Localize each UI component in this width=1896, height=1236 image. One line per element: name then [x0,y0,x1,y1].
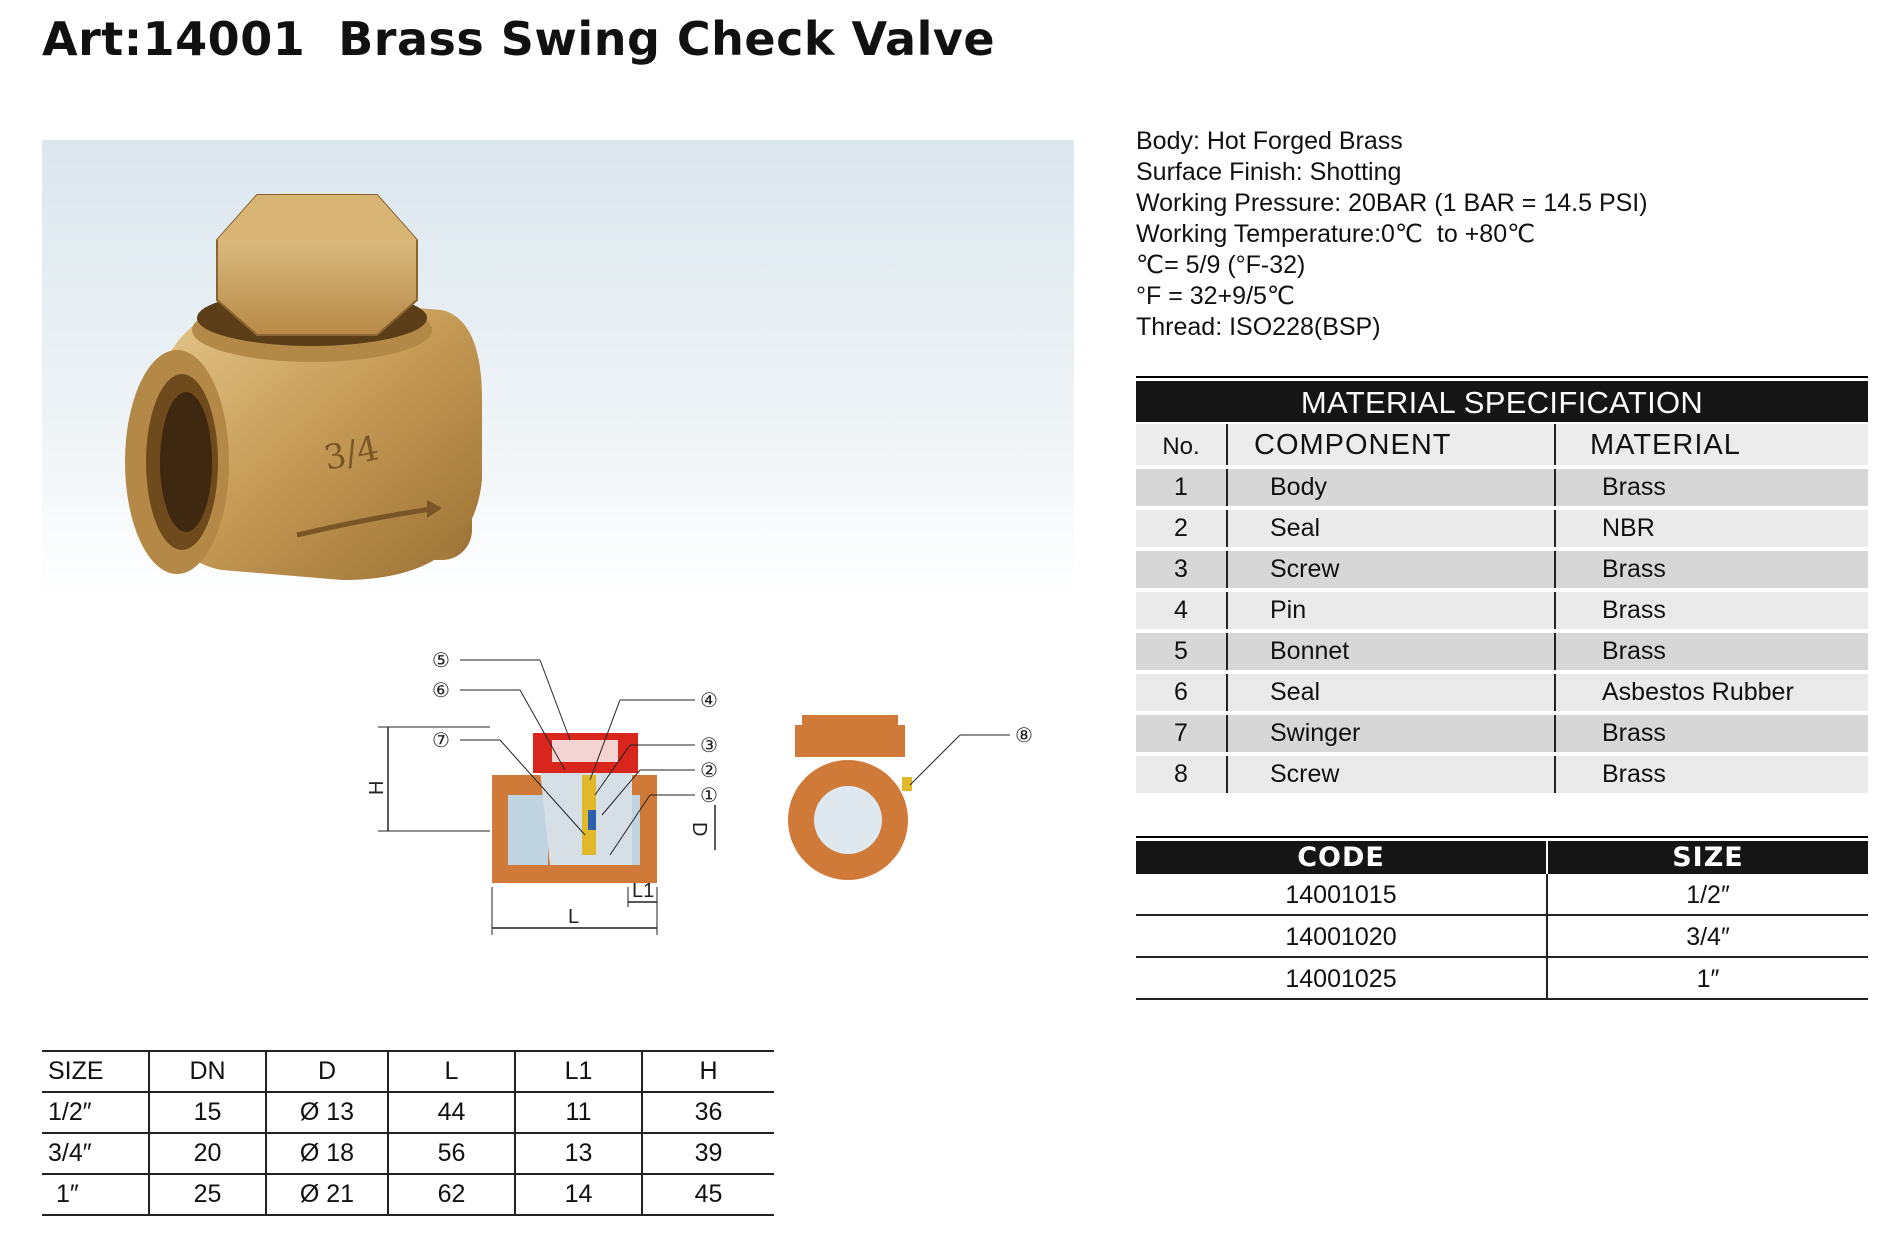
table-row [1136,592,1868,629]
cell-l1: 11 [515,1092,642,1133]
table-header-row [42,1051,774,1092]
table-row [42,1133,774,1174]
cell-l: 56 [388,1133,515,1174]
cell-no: 2 [1136,510,1228,547]
cross-section-diagram [366,645,1070,965]
spec-body: Body: Hot Forged Brass [1136,127,1403,155]
cell-h: 39 [694,1139,723,1167]
col-header-no: No. [1136,424,1228,465]
cell-d: Ø 21 [266,1174,388,1215]
spec-surface-finish: Surface Finish: Shotting [1136,158,1402,186]
code-size-header [1136,841,1868,874]
material-column-headers [1136,424,1868,465]
col-header-code: CODE [1136,841,1548,874]
table-row [1136,958,1868,1000]
cast-size-marking: 3/4 [320,428,383,479]
cell-no: 3 [1136,551,1228,588]
dim-label-h: H [366,780,388,795]
table-row [1136,510,1868,547]
cell-d: Ø 13 [266,1092,388,1133]
table-row [1136,715,1868,752]
table-row [1136,469,1868,506]
callout-1: ① [700,783,718,807]
col-header-size: SIZE [1672,842,1744,873]
cell-size: 1/2″ [42,1092,149,1133]
callout-6: ⑥ [432,678,450,702]
cell-code: 14001015 [1136,874,1548,914]
cell-h: 36 [694,1098,723,1126]
cell-material: Asbestos Rubber [1602,678,1794,706]
material-spec-heading: MATERIAL SPECIFICATION [1136,381,1868,422]
cell-size: 1″ [42,1174,149,1215]
cell-l1: 14 [515,1174,642,1215]
table-row [42,1174,774,1215]
col-header-l: L [388,1051,515,1092]
spec-working-pressure: Working Pressure: 20BAR (1 BAR = 14.5 PSI) [1136,189,1648,217]
col-header-l1: L1 [515,1051,642,1092]
table-row [42,1092,774,1133]
callout-2: ② [700,758,718,782]
cell-component: Body [1228,469,1556,506]
cell-no: 5 [1136,633,1228,670]
callout-8: ⑧ [1015,723,1033,747]
cell-material: Brass [1602,596,1666,624]
cell-component: Bonnet [1228,633,1556,670]
cell-material: Brass [1602,719,1666,747]
cell-component: Pin [1228,592,1556,629]
cell-material: Brass [1602,555,1666,583]
col-header-d: D [266,1051,388,1092]
cell-l: 62 [388,1174,515,1215]
cell-l: 44 [388,1092,515,1133]
dim-label-l: L [568,906,580,928]
cell-no: 1 [1136,469,1228,506]
cell-no: 7 [1136,715,1228,752]
code-size-table [1136,836,1868,1000]
cell-component: Seal [1228,674,1556,711]
cell-dn: 15 [149,1092,266,1133]
dim-label-l1: L1 [632,880,655,902]
cell-no: 8 [1136,756,1228,793]
cell-d: Ø 18 [266,1133,388,1174]
cell-l1: 13 [515,1133,642,1174]
cell-component: Swinger [1228,715,1556,752]
callout-5: ⑤ [432,648,450,672]
table-row [1136,874,1868,916]
col-header-dn: DN [149,1051,266,1092]
cell-h: 45 [694,1180,723,1208]
cell-component: Screw [1228,756,1556,793]
spec-list [1136,126,1648,343]
cell-material: Brass [1602,760,1666,788]
col-header-component: COMPONENT [1228,424,1556,465]
cell-no: 4 [1136,592,1228,629]
spec-working-temperature: Working Temperature:0℃ to +80℃ [1136,220,1536,248]
col-header-material: MATERIAL [1590,429,1741,461]
spec-fahrenheit-formula: °F = 32+9/5℃ [1136,282,1295,310]
col-header-h: H [699,1057,718,1085]
page-title: Art:14001 Brass Swing Check Valve [42,12,996,66]
material-spec-table [1136,376,1868,793]
cell-size: 1″ [1696,965,1720,993]
table-row [1136,551,1868,588]
table-row [1136,674,1868,711]
cell-material: Brass [1602,637,1666,665]
table-row [1136,633,1868,670]
cell-material: NBR [1602,514,1655,542]
cell-code: 14001025 [1136,958,1548,998]
spec-celsius-formula: ℃= 5/9 (°F-32) [1136,251,1306,279]
cell-code: 14001020 [1136,916,1548,956]
cell-size: 3/4″ [1686,923,1730,951]
callout-4: ④ [700,688,718,712]
cell-material: Brass [1602,473,1666,501]
cell-no: 6 [1136,674,1228,711]
table-row [1136,916,1868,958]
callout-7: ⑦ [432,728,450,752]
table-row [1136,756,1868,793]
cell-size: 1/2″ [1686,881,1730,909]
cell-dn: 20 [149,1133,266,1174]
valve-photo-illustration [42,140,1074,598]
dim-label-d: D [688,822,710,837]
dimension-table [42,1050,774,1216]
spec-thread: Thread: ISO228(BSP) [1136,313,1381,341]
cell-size: 3/4″ [42,1133,149,1174]
cell-component: Seal [1228,510,1556,547]
cell-dn: 25 [149,1174,266,1215]
product-photo [42,140,1074,598]
callout-3: ③ [700,733,718,757]
cell-component: Screw [1228,551,1556,588]
col-header-size: SIZE [42,1051,149,1092]
